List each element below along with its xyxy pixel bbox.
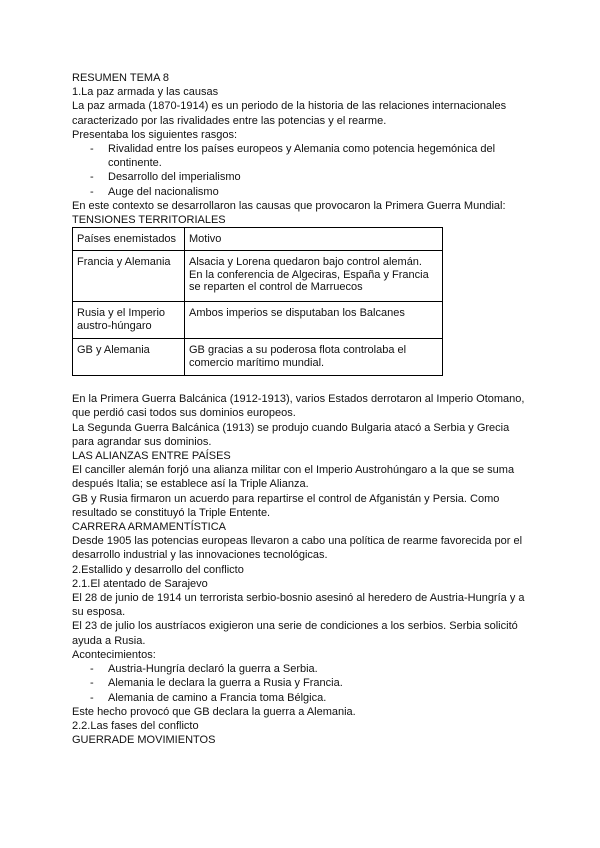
table-cell-motivo: GB gracias a su poderosa flota controlaba el comercio marítimo mundial.	[185, 339, 443, 376]
guerra-movimientos-heading: GUERRADE MOVIMIENTOS	[72, 734, 216, 747]
paragraph-contexto: En este contexto se desarrollaron las causas que provocaron la Primera Guerra Mundial:	[72, 199, 506, 212]
list-item: - Desarrollo del imperialismo	[72, 170, 530, 184]
table-row	[73, 302, 443, 339]
tensiones-heading: TENSIONES TERRITORIALES	[72, 214, 226, 227]
paragraph-gb-guerra: Este hecho provocó que GB declara la guerra a Alemania.	[72, 705, 356, 718]
list-item: - Alemania de camino a Francia toma Bélgica.	[72, 691, 530, 705]
section-1-heading: 1.La paz armada y las causas	[72, 86, 219, 99]
paragraph-triple-entente: GB y Rusia firmaron un acuerdo para repartirse el control de Afganistán y Persia. Como resultado se constituyó la Triple Entente.	[72, 492, 500, 519]
paragraph-rearme: Desde 1905 las potencias europeas llevaron a cabo una política de rearme favorecida por el desarrollo industrial y las innovaciones tecnológicas.	[72, 535, 523, 562]
table-cell-motivo: Alsacia y Lorena quedaron bajo control alemán. En la conferencia de Algeciras, España y Francia se reparten el control de Marruecos	[185, 251, 443, 302]
paragraph-ultimatum: El 23 de julio los austríacos exigieron una serie de condiciones a los serbios. Serbia solicitó ayuda a Rusia.	[72, 620, 518, 647]
document-page	[72, 71, 530, 747]
paragraph-paz-armada: La paz armada (1870-1914) es un periodo de la historia de las relaciones internacionales caracterizado por las rivalidades entre las potencias y el rearme.	[72, 100, 507, 127]
table-cell-paises: Francia y Alemania	[73, 251, 185, 302]
list-item: - Alemania le declara la guerra a Rusia y Francia.	[72, 676, 530, 690]
table-header-cell: Motivo	[185, 228, 443, 251]
section-2-1-heading: 2.1.El atentado de Sarajevo	[72, 577, 208, 590]
table-cell-paises: Rusia y el Imperio austro-húngaro	[73, 302, 185, 339]
table-row	[73, 251, 443, 302]
rasgos-list	[72, 142, 530, 199]
paragraph-atentado: El 28 de junio de 1914 un terrorista serbio-bosnio asesinó al heredero de Austria-Hungría y a su esposa.	[72, 592, 525, 619]
list-item: - Auge del nacionalismo	[72, 185, 530, 199]
acontecimientos-label: Acontecimientos:	[72, 648, 156, 661]
paragraph-triple-alianza: El canciller alemán forjó una alianza militar con el Imperio Austrohúngaro a la que se suma después Italia; se establece así la Triple Alianza.	[72, 464, 515, 491]
table-header-row	[73, 228, 443, 251]
table-cell-motivo: Ambos imperios se disputaban los Balcanes	[185, 302, 443, 339]
paragraph-primera-balcanica: En la Primera Guerra Balcánica (1912-1913), varios Estados derrotaron al Imperio Otomano, que perdió casi todos sus dominios europeos.	[72, 393, 525, 420]
paragraph-segunda-balcanica: La Segunda Guerra Balcánica (1913) se produjo cuando Bulgaria atacó a Serbia y Grecia para agrandar sus dominios.	[72, 421, 510, 448]
section-2-heading: 2.Estallido y desarrollo del conflicto	[72, 563, 244, 576]
paragraph-rasgos-intro: Presentaba los siguientes rasgos:	[72, 128, 238, 141]
tensiones-table	[72, 227, 443, 376]
section-2-2-heading: 2.2.Las fases del conflicto	[72, 719, 199, 732]
acontecimientos-list	[72, 662, 530, 705]
table-header-cell: Países enemistados	[73, 228, 185, 251]
list-item: - Austria-Hungría declaró la guerra a Serbia.	[72, 662, 530, 676]
list-item: - Rivalidad entre los países europeos y Alemania como potencia hegemónica del continente.	[72, 142, 530, 170]
table-cell-paises: GB y Alemania	[73, 339, 185, 376]
document-title: RESUMEN TEMA 8	[72, 72, 169, 84]
table-row	[73, 339, 443, 376]
carrera-heading: CARRERA ARMAMENTÍSTICA	[72, 521, 227, 534]
alianzas-heading: LAS ALIANZAS ENTRE PAÍSES	[72, 450, 231, 463]
